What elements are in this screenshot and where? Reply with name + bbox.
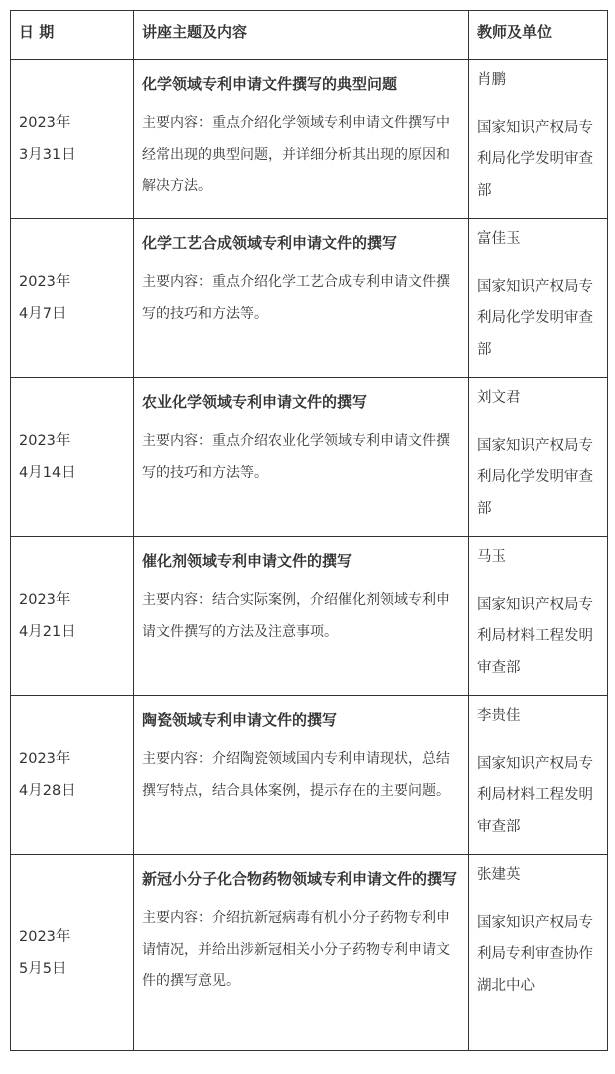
date-year: 2023年 — [19, 928, 71, 945]
date-day: 4月14日 — [19, 465, 76, 481]
table-row — [11, 696, 608, 855]
teacher-cell — [469, 537, 608, 696]
date-cell — [11, 696, 134, 855]
topic-cell — [134, 378, 469, 537]
lecture-title: 化学工艺合成领域专利申请文件的撰写 — [142, 234, 398, 252]
teacher-name: 刘文君 — [477, 390, 521, 406]
teacher-cell — [469, 378, 608, 537]
date-year: 2023年 — [19, 115, 71, 131]
topic-cell — [134, 219, 469, 378]
date-day: 4月7日 — [19, 306, 67, 322]
table-row — [11, 537, 608, 696]
date-year: 2023年 — [19, 751, 71, 767]
date-cell — [11, 378, 134, 537]
teacher-name: 马玉 — [477, 549, 506, 565]
lecture-content: 主要内容：介绍陶瓷领域国内专利申请现状，总结撰写特点，结合具体案例，提示存在的主要问题。 — [142, 751, 450, 799]
date-cell — [11, 60, 134, 219]
lecture-title: 农业化学领域专利申请文件的撰写 — [142, 393, 368, 411]
date-cell — [11, 219, 134, 378]
lecture-schedule-table — [10, 10, 608, 1051]
date-day: 3月31日 — [19, 147, 76, 163]
date-day: 4月21日 — [19, 624, 76, 640]
lecture-title: 催化剂领域专利申请文件的撰写 — [142, 552, 353, 570]
table-row — [11, 378, 608, 537]
lecture-title: 陶瓷领域专利申请文件的撰写 — [142, 711, 338, 729]
table-row — [11, 60, 608, 219]
date-day: 5月5日 — [19, 960, 67, 977]
teacher-name: 张建英 — [477, 867, 521, 883]
teacher-cell — [469, 855, 608, 1051]
date-cell — [11, 537, 134, 696]
lecture-content: 主要内容：重点介绍化学领域专利申请文件撰写中经常出现的典型问题，并详细分析其出现的原因和解决方法。 — [142, 115, 450, 194]
teacher-unit: 国家知识产权局专利局化学发明审查部 — [477, 437, 593, 517]
teacher-cell — [469, 696, 608, 855]
teacher-unit: 国家知识产权局专利局化学发明审查部 — [477, 278, 593, 358]
header-topic: 讲座主题及内容 — [134, 11, 469, 60]
topic-cell — [134, 537, 469, 696]
table-row — [11, 219, 608, 378]
lecture-title: 新冠小分子化合物药物领域专利申请文件的撰写 — [142, 870, 458, 888]
teacher-cell — [469, 60, 608, 219]
date-cell — [11, 855, 134, 1051]
lecture-content: 主要内容：结合实际案例，介绍催化剂领域专利申请文件撰写的方法及注意事项。 — [142, 592, 450, 640]
date-year: 2023年 — [19, 433, 71, 449]
header-teacher: 教师及单位 — [469, 11, 608, 60]
table-header-row — [11, 11, 608, 60]
lecture-title: 化学领域专利申请文件撰写的典型问题 — [142, 75, 398, 93]
topic-cell — [134, 855, 469, 1051]
teacher-name: 肖鹏 — [477, 72, 506, 88]
lecture-content: 主要内容：重点介绍化学工艺合成专利申请文件撰写的技巧和方法等。 — [142, 274, 450, 322]
lecture-content: 主要内容：重点介绍农业化学领域专利申请文件撰写的技巧和方法等。 — [142, 433, 450, 481]
teacher-name: 富佳玉 — [477, 231, 521, 247]
date-day: 4月28日 — [19, 783, 76, 799]
teacher-unit: 国家知识产权局专利局化学发明审查部 — [477, 119, 593, 199]
lecture-content: 主要内容：介绍抗新冠病毒有机小分子药物专利申请情况，并给出涉新冠相关小分子药物专利申请文件的撰写意见。 — [142, 910, 450, 989]
topic-cell — [134, 696, 469, 855]
teacher-unit: 国家知识产权局专利局材料工程发明审查部 — [477, 596, 593, 676]
teacher-unit: 国家知识产权局专利局材料工程发明审查部 — [477, 755, 593, 835]
teacher-name: 李贵佳 — [477, 708, 521, 724]
table-row — [11, 855, 608, 1051]
date-year: 2023年 — [19, 274, 71, 290]
header-date: 日 期 — [11, 11, 134, 60]
teacher-unit: 国家知识产权局专利局专利审查协作湖北中心 — [477, 914, 593, 994]
topic-cell — [134, 60, 469, 219]
date-year: 2023年 — [19, 592, 71, 608]
teacher-cell — [469, 219, 608, 378]
